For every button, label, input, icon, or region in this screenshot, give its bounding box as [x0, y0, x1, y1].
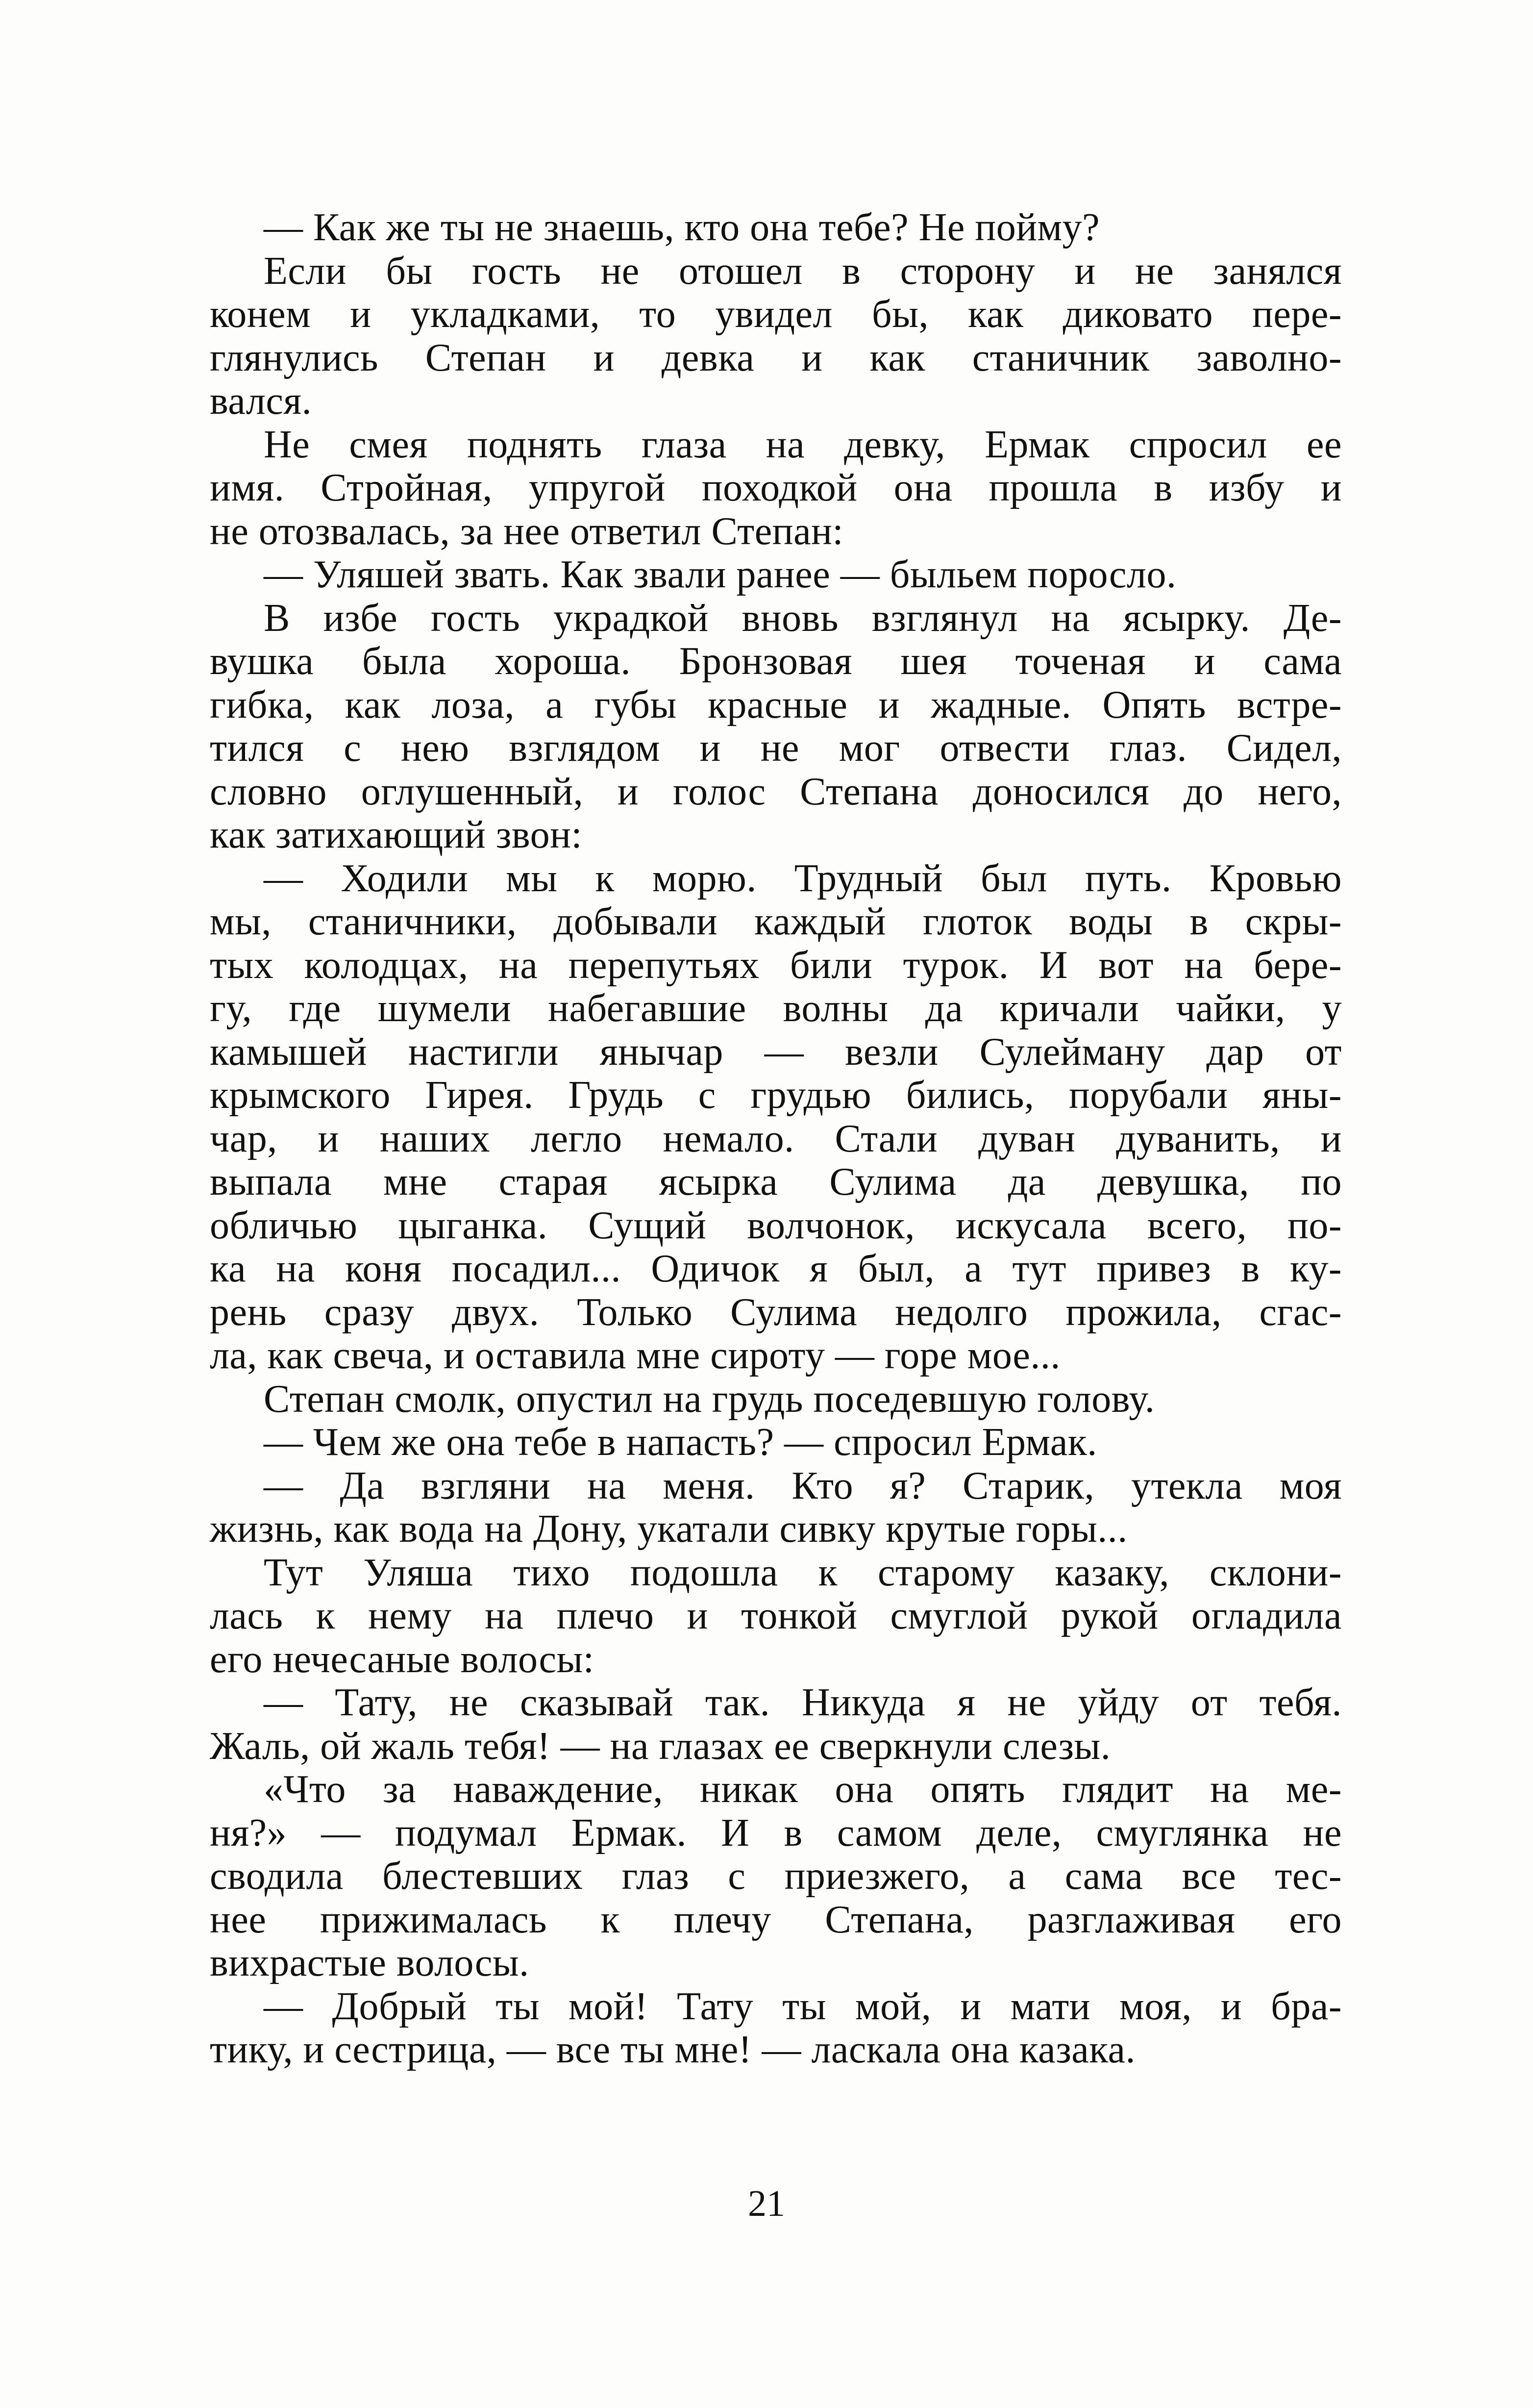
text-line: вался. — [210, 379, 312, 423]
text-line: вихрастые волосы. — [210, 1941, 529, 1984]
text-line: камышей настигли янычар — везли Сулейману дар от — [210, 1030, 1342, 1074]
text-line: «Что за наваждение, никак она опять глядит на ме- — [264, 1768, 1342, 1811]
text-line: рень сразу двух. Только Сулима недолго прожила, сгас- — [210, 1290, 1342, 1334]
text-line: Жаль, ой жаль тебя! — на глазах ее сверкнули слезы. — [210, 1724, 1111, 1768]
text-line: — Чем же она тебе в напасть? — спросил Ермак. — [264, 1421, 1097, 1464]
text-line: Тут Уляша тихо подошла к старому казаку, склони- — [264, 1551, 1342, 1594]
text-line: — Да взгляни на меня. Кто я? Старик, утекла моя — [264, 1464, 1342, 1507]
text-line: гу, где шумели набегавшие волны да кричали чайки, у — [210, 987, 1342, 1030]
text-line: имя. Стройная, упругой походкой она прошла в избу и — [210, 466, 1342, 509]
text-line: тился с нею взглядом и не мог отвести глаз. Сидел, — [210, 727, 1342, 770]
text-line: ка на коня посадил... Одичок я был, а тут привез в ку- — [210, 1247, 1342, 1290]
text-line: ла, как свеча, и оставила мне сироту — горе мое... — [210, 1334, 1061, 1377]
page-number: 21 — [748, 2183, 785, 2224]
text-line: — Ходили мы к морю. Трудный был путь. Кровью — [264, 856, 1342, 900]
text-line: — Уляшей звать. Как звали ранее — быльем поросло. — [264, 553, 1177, 596]
text-line: тику, и сестрица, — все ты мне! — ласкала она казака. — [210, 2028, 1136, 2071]
text-line: Если бы гость не отошел в сторону и не занялся — [264, 249, 1342, 293]
text-line: тых колодцах, на перепутьях били турок. И вот на бере- — [210, 943, 1342, 987]
text-line: его нечесаные волосы: — [210, 1637, 594, 1681]
text-line: мы, станичники, добывали каждый глоток воды в скры- — [210, 900, 1342, 943]
text-line: обличью цыганка. Сущий волчонок, искусала всего, по- — [210, 1204, 1342, 1247]
body-text — [210, 206, 1342, 2072]
text-line: сводила блестевших глаз с приезжего, а сама все тес- — [210, 1855, 1342, 1898]
text-line: нее прижималась к плечу Степана, разглаживая его — [210, 1898, 1342, 1941]
text-line: ня?» — подумал Ермак. И в самом деле, смуглянка не — [210, 1811, 1342, 1855]
text-line: вушка была хороша. Бронзовая шея точеная и сама — [210, 640, 1342, 683]
text-line: не отозвалась, за нее ответил Степан: — [210, 509, 844, 553]
text-line: выпала мне старая ясырка Сулима да девушка, по — [210, 1160, 1342, 1204]
text-line: конем и укладками, то увидел бы, как диковато пере- — [210, 293, 1342, 336]
text-line: Степан смолк, опустил на грудь поседевшую голову. — [264, 1377, 1155, 1421]
text-line: жизнь, как вода на Дону, укатали сивку крутые горы... — [210, 1507, 1128, 1551]
text-line: чар, и наших легло немало. Стали дуван дуванить, и — [210, 1117, 1342, 1160]
text-line: — Как же ты не знаешь, кто она тебе? Не пойму? — [264, 206, 1100, 249]
text-line: В избе гость украдкой вновь взглянул на ясырку. Де- — [264, 596, 1342, 640]
text-line: гибка, как лоза, а губы красные и жадные. Опять встре- — [210, 683, 1342, 727]
text-line: глянулись Степан и девка и как станичник заволно- — [210, 336, 1342, 379]
text-line: словно оглушенный, и голос Степана доносился до него, — [210, 770, 1342, 813]
text-line: — Добрый ты мой! Тату ты мой, и мати моя, и бра- — [264, 1984, 1342, 2028]
text-line: крымского Гирея. Грудь с грудью бились, порубали яны- — [210, 1074, 1342, 1117]
text-line: Не смея поднять глаза на девку, Ермак спросил ее — [264, 423, 1342, 466]
text-line: лась к нему на плечо и тонкой смуглой рукой огладила — [210, 1594, 1342, 1637]
text-line: как затихающий звон: — [210, 813, 583, 856]
text-line: — Тату, не сказывай так. Никуда я не уйду от тебя. — [264, 1681, 1342, 1724]
